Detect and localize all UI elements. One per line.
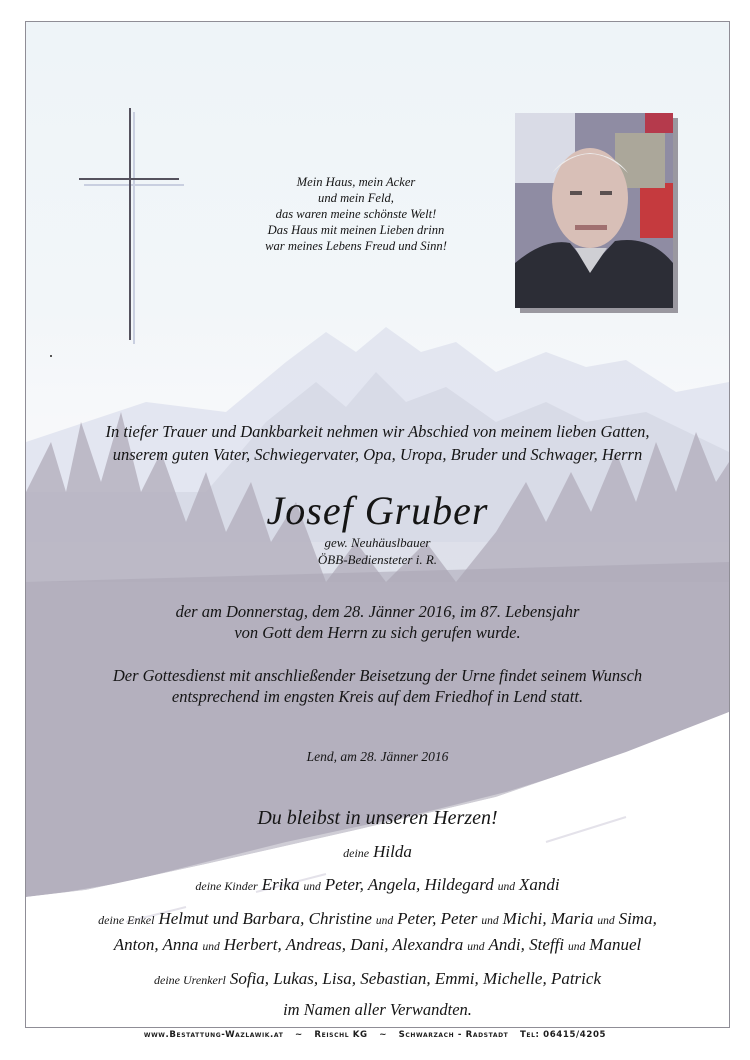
poem-line: war meines Lebens Freud und Sinn! bbox=[265, 239, 447, 253]
closing-line: Du bleibst in unseren Herzen! bbox=[257, 807, 498, 829]
service-line: entsprechend im engsten Kreis auf dem Friedhof in Lend statt. bbox=[171, 687, 584, 706]
deceased-titles bbox=[26, 534, 729, 568]
deceased-subtitle: gew. Neuhäuslbauer bbox=[324, 535, 431, 550]
children-row: deine Kinder Erika und Peter, Angela, Hildegard und Xandi bbox=[195, 875, 560, 894]
memorial-poem bbox=[206, 174, 506, 254]
signoff: im Namen aller Verwandten. bbox=[283, 1000, 472, 1019]
family-list bbox=[26, 840, 729, 1022]
poem-line: das waren meine schönste Welt! bbox=[275, 207, 437, 221]
intro-line: unserem guten Vater, Schwiegervater, Opa, Uropa, Bruder und Schwager, Herrn bbox=[112, 445, 643, 464]
death-line: von Gott dem Herrn zu sich gerufen wurde. bbox=[234, 623, 521, 642]
footer-company: Reischl KG bbox=[314, 1030, 368, 1040]
obituary-card bbox=[25, 21, 730, 1028]
funeral-home-footer bbox=[0, 1030, 750, 1040]
grandchildren-row-2: Anton, Anna und Herbert, Andreas, Dani, Alexandra und Andi, Steffi und Manuel bbox=[113, 935, 642, 954]
portrait-image bbox=[515, 113, 673, 308]
footer-separator: ~ bbox=[295, 1030, 303, 1040]
poem-line: Das Haus mit meinen Lieben drinn bbox=[267, 223, 445, 237]
service-line: Der Gottesdienst mit anschließender Beisetzung der Urne findet seinem Wunsch bbox=[112, 666, 643, 685]
footer-phone: Tel: 06415/4205 bbox=[519, 1030, 607, 1040]
footer-website: www.Bestattung-Wazlawik.at bbox=[143, 1030, 284, 1040]
place-date: Lend, am 28. Jänner 2016 bbox=[306, 749, 449, 764]
speck bbox=[50, 355, 52, 357]
death-line: der am Donnerstag, dem 28. Jänner 2016, im 87. Lebensjahr bbox=[175, 602, 580, 621]
grandchildren-row-1: deine Enkel Helmut und Barbara, Christine und Peter, Peter und Michi, Maria und Sima, bbox=[98, 909, 657, 928]
intro-text bbox=[26, 420, 729, 466]
footer-separator: ~ bbox=[379, 1030, 388, 1040]
footer-locations: Schwarzach - Radstadt bbox=[398, 1030, 509, 1040]
death-notice bbox=[26, 601, 729, 643]
poem-line: und mein Feld, bbox=[318, 191, 394, 205]
service-notice bbox=[26, 665, 729, 707]
portrait-photo bbox=[515, 113, 673, 308]
intro-line: In tiefer Trauer und Dankbarkeit nehmen wir Abschied von meinem lieben Gatten, bbox=[105, 422, 650, 441]
deceased-subtitle: ÖBB-Bediensteter i. R. bbox=[317, 552, 438, 567]
deceased-name: Josef Gruber bbox=[266, 488, 489, 533]
great-grandchildren-row: deine Urenkerl Sofia, Lukas, Lisa, Sebastian, Emmi, Michelle, Patrick bbox=[154, 969, 601, 988]
poem-line: Mein Haus, mein Acker bbox=[296, 175, 416, 189]
spouse-row: deine Hilda bbox=[343, 842, 412, 861]
